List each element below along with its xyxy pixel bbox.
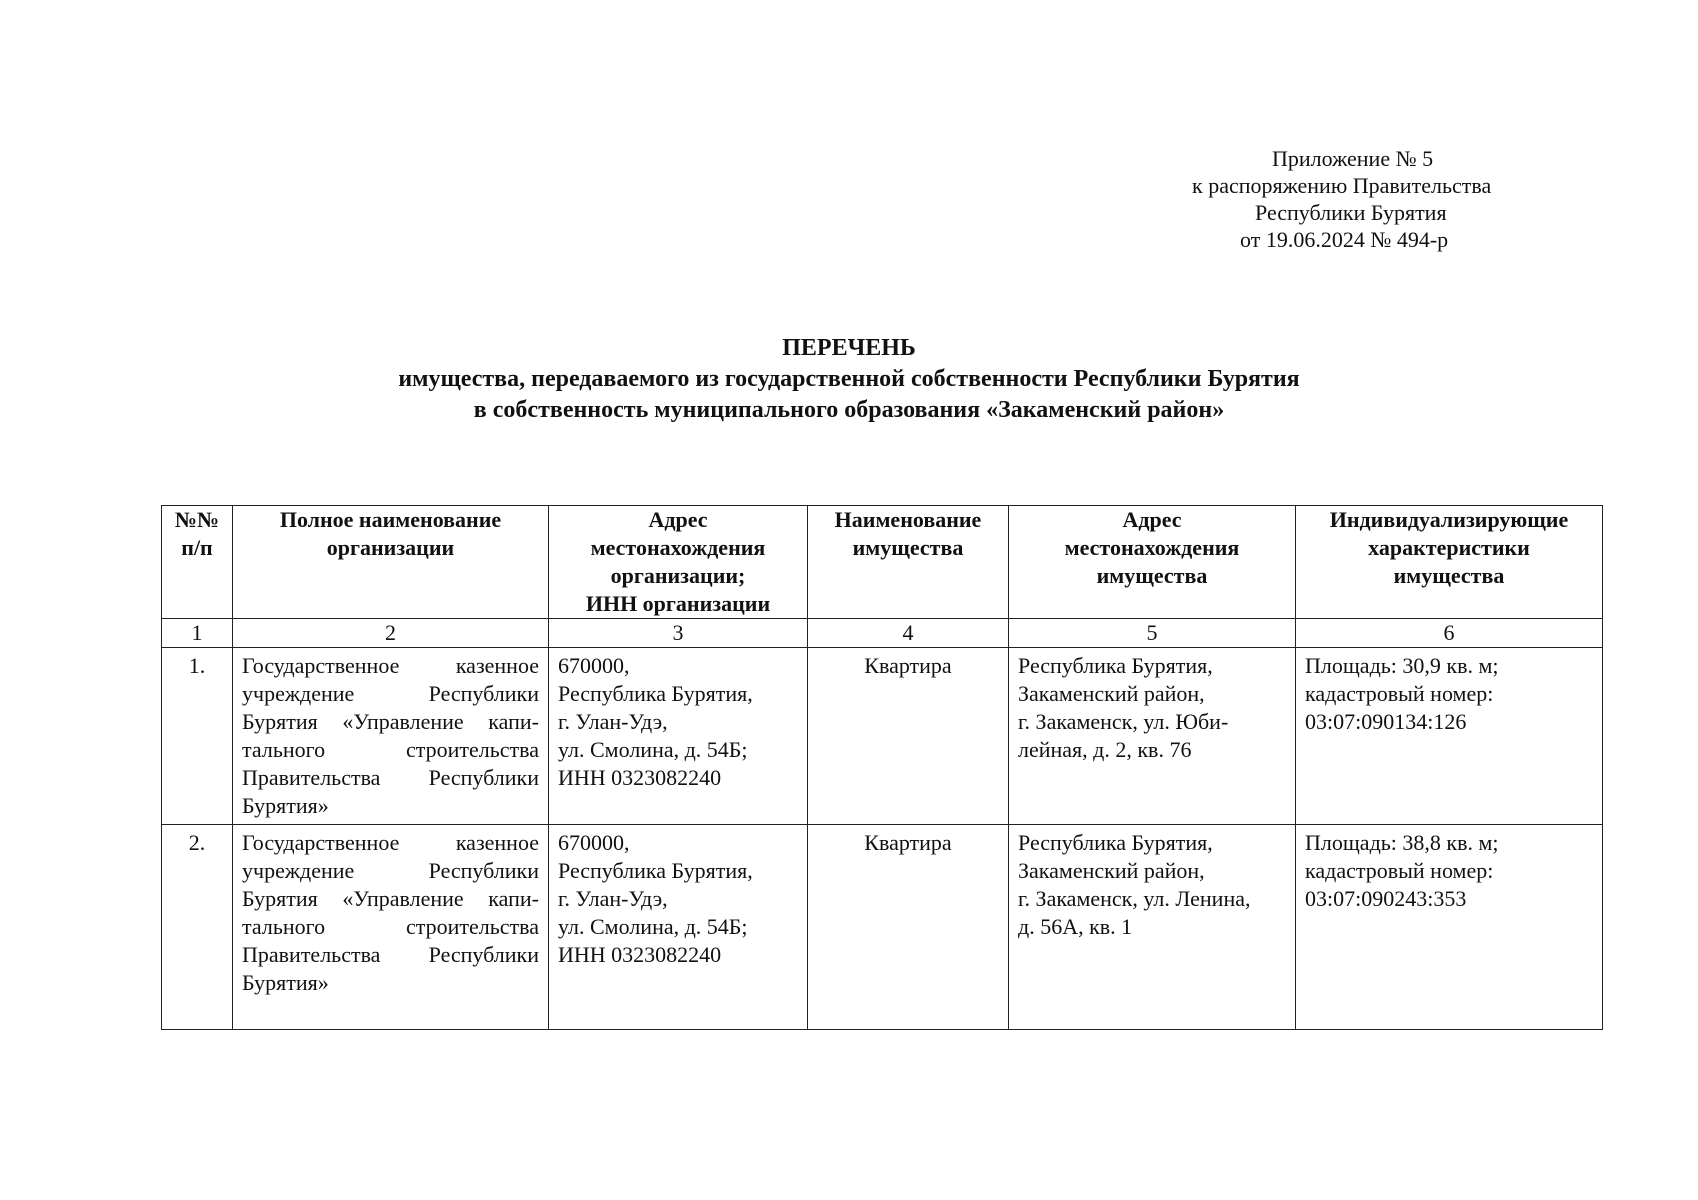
column-number: 1 (162, 619, 233, 648)
header-org-address: Адрес местонахождения организации; ИНН организации (549, 506, 808, 619)
header-characteristics: Индивидуализирующие характеристики имущества (1296, 506, 1603, 619)
header-property-address: Адрес местонахождения имущества (1009, 506, 1296, 619)
table-header-row (162, 506, 1603, 619)
property-name: Квартира (808, 648, 1009, 825)
title-main: ПЕРЕЧЕНЬ (782, 335, 916, 361)
appendix-date: от 19.06.2024 № 494-р (1240, 227, 1449, 252)
column-number: 2 (233, 619, 549, 648)
property-name: Квартира (808, 825, 1009, 1030)
organization-name: Государственное казенное учреждение Республики Бурятия «Управление капи-тального строительства Правительства Республики Бурятия» (233, 648, 549, 825)
organization-address: 670000, Республика Бурятия, г. Улан-Удэ, ул. Смолина, д. 54Б; ИНН 0323082240 (549, 825, 808, 1030)
appendix-republic: Республики Бурятия (1255, 200, 1447, 225)
appendix-reference: к распоряжению Правительства (1192, 173, 1492, 198)
header-number: №№ п/п (162, 506, 233, 619)
column-number: 6 (1296, 619, 1603, 648)
row-number: 1. (162, 648, 233, 825)
property-characteristics: Площадь: 30,9 кв. м; кадастровый номер: 03:07:090134:126 (1296, 648, 1603, 825)
appendix-number: Приложение № 5 (1272, 146, 1434, 171)
property-address: Республика Бурятия, Закаменский район, г. Закаменск, ул. Ленина, д. 56А, кв. 1 (1009, 825, 1296, 1030)
column-number: 5 (1009, 619, 1296, 648)
organization-address: 670000, Республика Бурятия, г. Улан-Удэ, ул. Смолина, д. 54Б; ИНН 0323082240 (549, 648, 808, 825)
property-table (161, 505, 1603, 1030)
column-number-row (162, 619, 1603, 648)
column-number: 4 (808, 619, 1009, 648)
column-number: 3 (549, 619, 808, 648)
property-characteristics: Площадь: 38,8 кв. м; кадастровый номер: 03:07:090243:353 (1296, 825, 1603, 1030)
table-row (162, 648, 1603, 825)
appendix-header (1150, 145, 1570, 253)
document-title (0, 333, 1698, 426)
header-property-name: Наименование имущества (808, 506, 1009, 619)
row-number: 2. (162, 825, 233, 1030)
title-subtitle-1: имущества, передаваемого из государственной собственности Республики Бурятия (398, 366, 1300, 392)
header-organization: Полное наименование организации (233, 506, 549, 619)
title-subtitle-2: в собственность муниципального образования «Закаменский район» (473, 397, 1225, 423)
organization-name: Государственное казенное учреждение Республики Бурятия «Управление капи-тального строительства Правительства Республики Бурятия» (233, 825, 549, 1030)
property-address: Республика Бурятия, Закаменский район, г. Закаменск, ул. Юби- лейная, д. 2, кв. 76 (1009, 648, 1296, 825)
table-row (162, 825, 1603, 1030)
